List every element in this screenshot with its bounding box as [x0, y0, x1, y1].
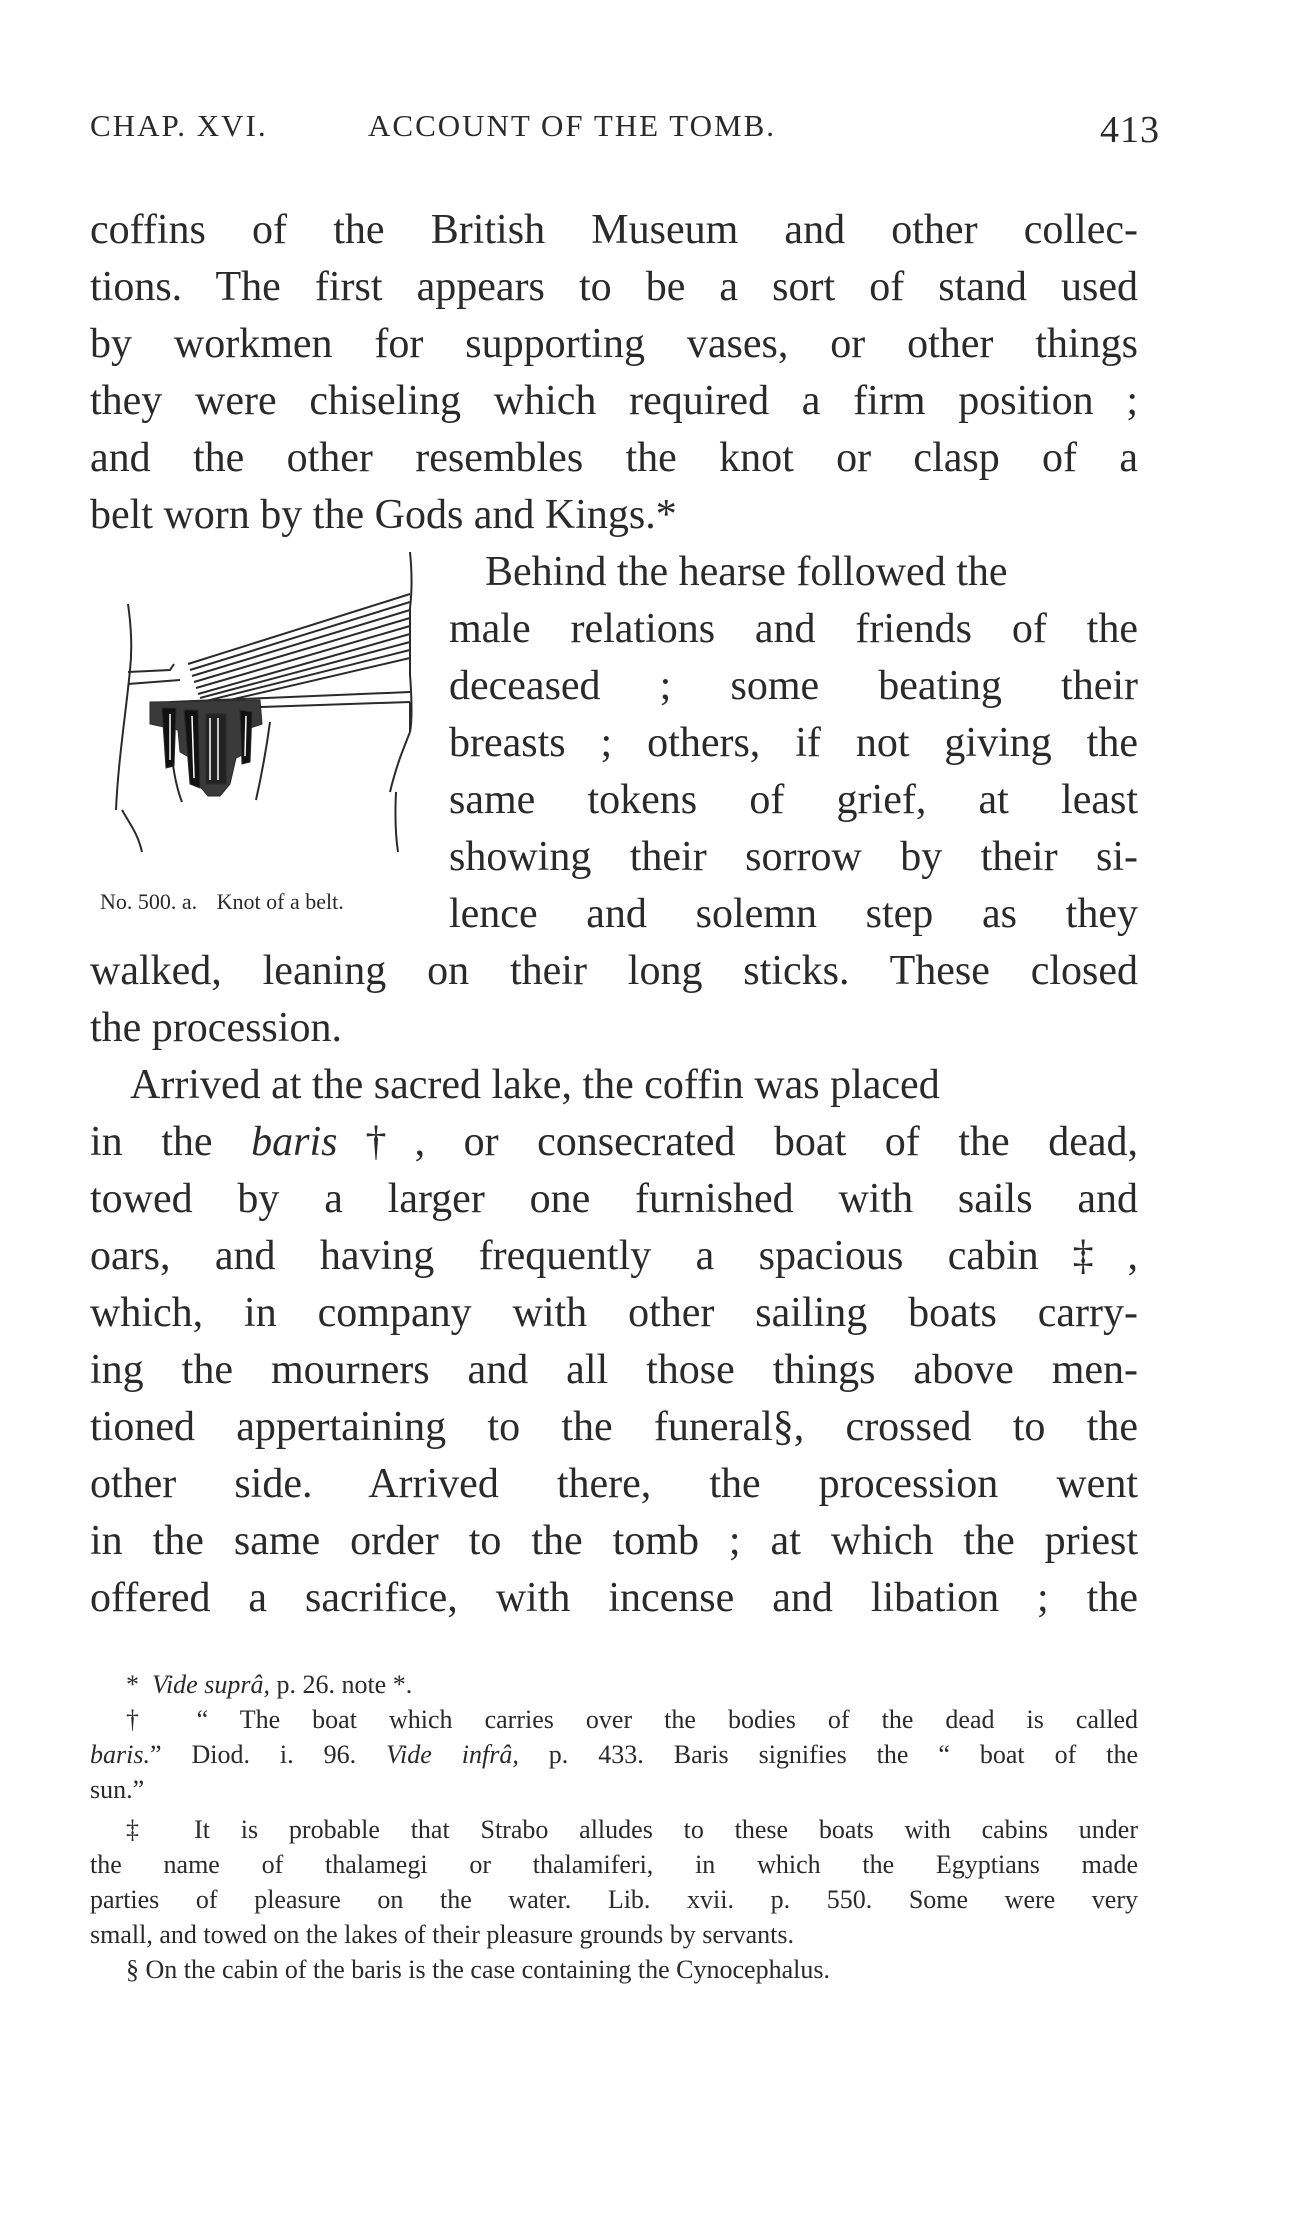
body-line: walked, leaning on their long sticks. These closed — [90, 948, 1138, 994]
body-line: showing their sorrow by their si- — [449, 834, 1138, 880]
body-line: by workmen for supporting vases, or other things — [90, 321, 1138, 367]
chapter-label: CHAP. XVI. — [90, 108, 268, 143]
italic-term: Vide infrâ, — [386, 1740, 519, 1769]
text-run: in the — [90, 1119, 252, 1165]
text-run: p. 26. note *. — [269, 1670, 413, 1699]
body-line: lence and solemn step as they — [449, 891, 1138, 937]
footnote-3-line: the name of thalamegi or thalamiferi, in which the Egyptians made — [90, 1850, 1138, 1879]
body-line: towed by a larger one furnished with sails and — [90, 1176, 1138, 1222]
footnote-2-line — [90, 1738, 1138, 1772]
footnote-2-line: sun.” — [90, 1775, 145, 1804]
footnote-mark: * — [126, 1670, 139, 1699]
body-line: and the other resembles the knot or clasp of a — [90, 435, 1138, 481]
body-line: tions. The first appears to be a sort of stand used — [90, 264, 1138, 310]
running-header — [90, 100, 1160, 150]
page-title: ACCOUNT OF THE TOMB. — [368, 108, 777, 143]
body-line: belt worn by the Gods and Kings.* — [90, 492, 677, 538]
body-line: which, in company with other sailing boats carry- — [90, 1290, 1138, 1336]
italic-term: baris — [251, 1119, 338, 1165]
figure-number: No. 500. a. — [100, 889, 198, 914]
footnote-4: § On the cabin of the baris is the case containing the Cynocephalus. — [126, 1955, 830, 1984]
body-line: breasts ; others, if not giving the — [449, 720, 1138, 766]
body-line — [90, 1114, 1138, 1170]
body-line: same tokens of grief, at least — [449, 777, 1138, 823]
body-line: deceased ; some beating their — [449, 663, 1138, 709]
body-line: oars, and having frequently a spacious cabin‡, — [90, 1233, 1138, 1279]
italic-term: Vide suprâ, — [152, 1670, 270, 1699]
footnote-3-line: small, and towed on the lakes of their pleasure grounds by servants. — [90, 1920, 794, 1949]
footnote-3-line: parties of pleasure on the water. Lib. xvii. p. 550. Some were very — [90, 1885, 1138, 1914]
figure-caption-text: Knot of a belt. — [216, 889, 344, 914]
footnote-1 — [126, 1668, 1138, 1702]
figure-caption — [100, 889, 400, 915]
body-line: Arrived at the sacred lake, the coffin was placed — [130, 1062, 940, 1108]
footnote-3-line: ‡ It is probable that Strabo alludes to these boats with cabins under — [126, 1815, 1138, 1844]
body-line: tioned appertaining to the funeral§, crossed to the — [90, 1404, 1138, 1450]
text-run: ” Diod. i. 96. — [149, 1740, 387, 1769]
belt-knot-drawing — [110, 552, 435, 852]
body-line: the procession. — [90, 1005, 342, 1051]
page-number: 413 — [1100, 109, 1160, 151]
text-run: p. 433. Baris signifies the “ boat of the — [518, 1740, 1138, 1769]
body-line: they were chiseling which required a firm position ; — [90, 378, 1138, 424]
italic-term: baris. — [90, 1740, 150, 1769]
body-line: in the same order to the tomb ; at which the priest — [90, 1518, 1138, 1564]
knot-of-belt-illustration — [110, 552, 435, 852]
body-line: ing the mourners and all those things above men- — [90, 1347, 1138, 1393]
body-line: Behind the hearse followed the — [485, 549, 1008, 595]
footnote-2-line: † “ The boat which carries over the bodies of the dead is called — [126, 1705, 1138, 1734]
body-line: coffins of the British Museum and other collec- — [90, 207, 1138, 253]
body-line: male relations and friends of the — [449, 606, 1138, 652]
body-line: other side. Arrived there, the procession went — [90, 1461, 1138, 1507]
text-run: †, or consecrated boat of the dead, — [337, 1119, 1138, 1165]
body-line: offered a sacrifice, with incense and libation ; the — [90, 1575, 1138, 1621]
